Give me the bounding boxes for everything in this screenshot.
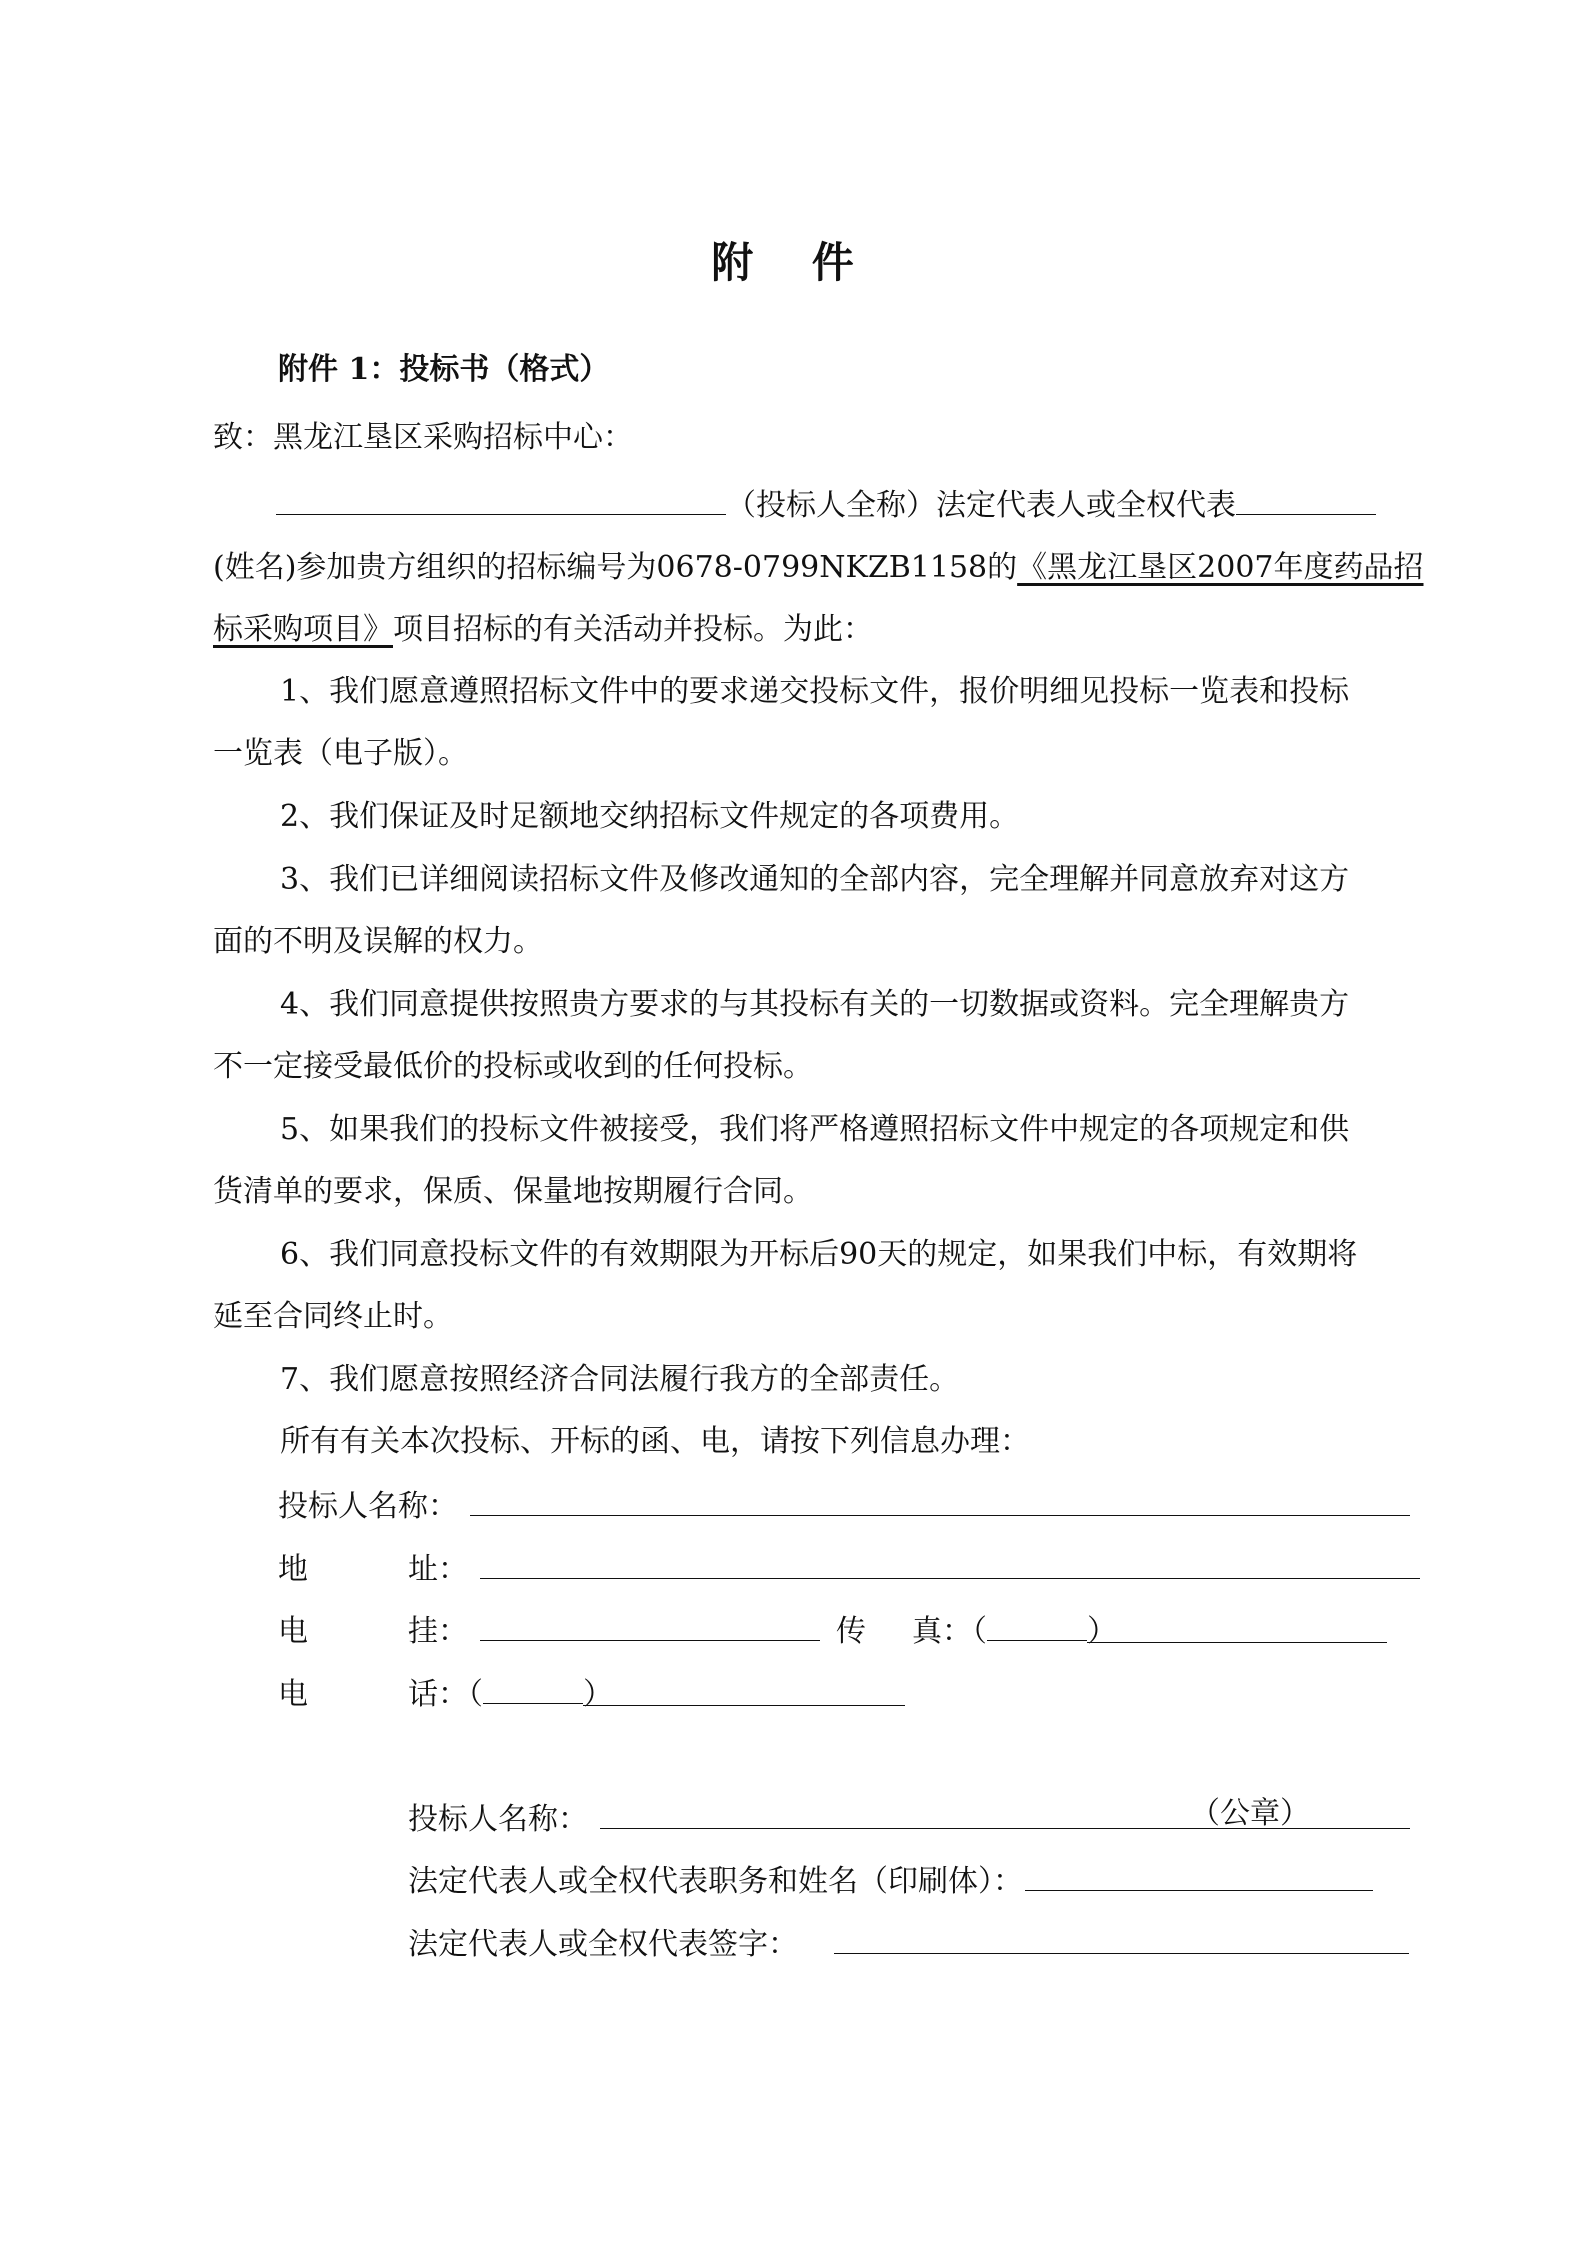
field-phone-label-a: 电 [278, 1677, 308, 1712]
field-bidder-name-label: 投标人名称： [278, 1489, 458, 1524]
phone-close-paren: ） [583, 1677, 613, 1712]
page-title: 附 件 [711, 238, 876, 287]
intro-text-2: (姓名)参加贵方组织的招标编号为0678-0799NKZB1158的 [213, 550, 1018, 585]
clause-4-line-1: 4、我们同意提供按照贵方要求的与其投标有关的一切数据或资料。完全理解贵方 [280, 987, 1350, 1022]
field-address-label-a: 地 [278, 1552, 308, 1587]
intro-text-3: 项目招标的有关活动并投标。为此： [393, 612, 873, 647]
field-fax-label-a: 传 [836, 1614, 866, 1649]
sig-bidder-name-label: 投标人名称： [408, 1802, 588, 1837]
field-telex-fax [278, 1610, 1387, 1652]
clause-5-line-2: 货清单的要求，保质、保量地按期履行合同。 [213, 1174, 813, 1209]
field-phone [278, 1673, 905, 1715]
sig-rep-sign [408, 1923, 1409, 1965]
field-bidder-name [278, 1485, 1410, 1527]
subtitle: 附件 1：投标书（格式） [278, 352, 610, 387]
sig-bidder-name [408, 1798, 1410, 1840]
intro-line-3 [213, 610, 873, 650]
field-telex-label-a: 电 [278, 1614, 308, 1649]
clause-3-line-1: 3、我们已详细阅读招标文件及修改通知的全部内容，完全理解并同意放弃对这方 [280, 862, 1350, 897]
fax-close-paren: ） [1087, 1614, 1117, 1649]
field-telex-label-b: 挂： [408, 1614, 468, 1649]
phone-area-code-input[interactable] [483, 1673, 583, 1704]
sig-rep-title-label: 法定代表人或全权代表职务和姓名（印刷体）： [408, 1864, 1023, 1899]
field-fax-label-b: 真：（ [912, 1614, 987, 1649]
clause-1-line-2: 一览表（电子版）。 [213, 736, 468, 771]
intro-line-1 [276, 484, 1376, 526]
sig-rep-title-input[interactable] [1025, 1860, 1373, 1891]
clause-2-line-1: 2、我们保证及时足额地交纳招标文件规定的各项费用。 [280, 799, 1020, 834]
clause-1-line-1: 1、我们愿意遵照招标文件中的要求递交投标文件，报价明细见投标一览表和投标 [280, 674, 1350, 709]
clause-5-line-1: 5、如果我们的投标文件被接受，我们将严格遵照招标文件中规定的各项规定和供 [280, 1112, 1350, 1147]
telex-input[interactable] [480, 1610, 820, 1641]
sig-rep-sign-label: 法定代表人或全权代表签字： [408, 1927, 798, 1962]
info-intro: 所有有关本次投标、开标的函、电，请按下列信息办理： [280, 1424, 1030, 1459]
field-phone-label-b: 话：（ [408, 1677, 483, 1712]
clause-4-line-2: 不一定接受最低价的投标或收到的任何投标。 [213, 1049, 813, 1084]
address-input[interactable] [480, 1548, 1420, 1579]
seal-label: （公章） [1190, 1796, 1310, 1831]
bidder-name-input[interactable] [470, 1485, 1410, 1516]
project-name-cont: 标采购项目》 [213, 612, 393, 647]
rep-name-blank[interactable] [1236, 484, 1376, 515]
project-name: 《黑龙江垦区2007年度药品招 [1017, 550, 1424, 585]
field-address-label-b: 址： [408, 1552, 468, 1587]
bidder-fullname-blank[interactable] [276, 484, 726, 515]
intro-line-2 [213, 548, 1424, 588]
fax-input[interactable] [1087, 1612, 1387, 1649]
intro-text-1: （投标人全称）法定代表人或全权代表 [726, 488, 1236, 523]
sig-bidder-name-input[interactable] [600, 1798, 1410, 1829]
sig-rep-title [408, 1860, 1373, 1902]
phone-input[interactable] [583, 1675, 905, 1712]
clause-3-line-2: 面的不明及误解的权力。 [213, 924, 543, 959]
clause-6-line-1: 6、我们同意投标文件的有效期限为开标后90天的规定，如果我们中标，有效期将 [280, 1237, 1358, 1272]
field-address [278, 1548, 1420, 1590]
clause-7-line-1: 7、我们愿意按照经济合同法履行我方的全部责任。 [280, 1362, 960, 1397]
clause-6-line-2: 延至合同终止时。 [213, 1299, 453, 1334]
sig-rep-sign-input[interactable] [834, 1923, 1409, 1954]
addressee: 致：黑龙江垦区采购招标中心： [213, 420, 633, 455]
fax-area-code-input[interactable] [987, 1610, 1087, 1641]
